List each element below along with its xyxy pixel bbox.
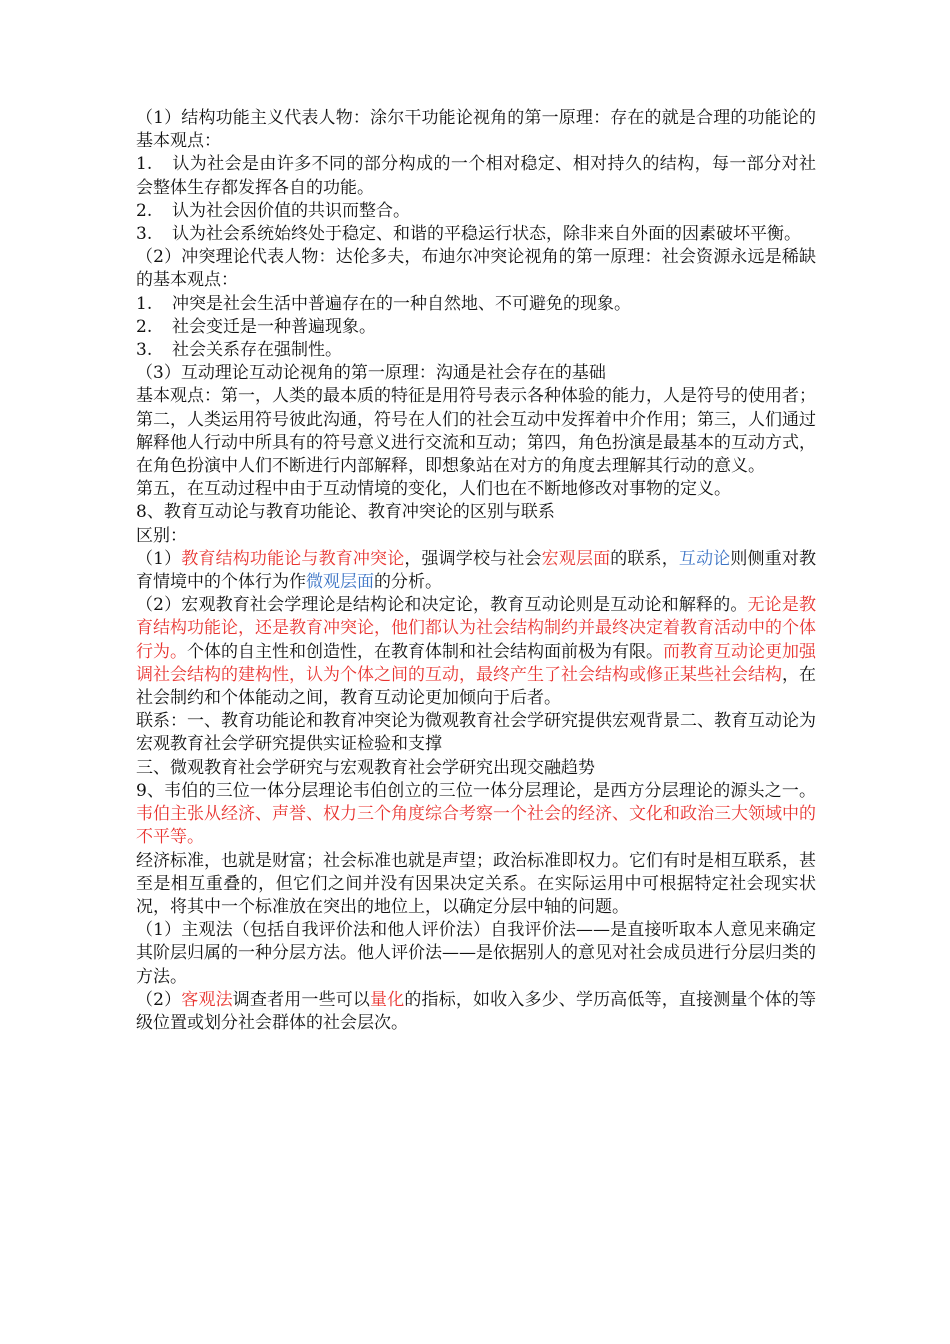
- section-9-intro: [136, 780, 816, 850]
- list-number: 2.: [136, 316, 153, 337]
- section-8-heading: 8、教育互动论与教育功能论、教育冲突论的区别与联系: [136, 502, 555, 523]
- difference-label: 区别：: [136, 525, 187, 546]
- highlight-blue: 微观层面: [306, 572, 374, 593]
- list-text: 冲突是社会生活中普遍存在的一种自然地、不可避免的现象。: [172, 293, 631, 314]
- list-item: [136, 316, 816, 339]
- text-run: 调查者用一些可以: [232, 989, 371, 1010]
- highlight-red: 宏观层面: [541, 548, 611, 569]
- text-run: 则侧重对教育情境中的个体行为作: [136, 548, 817, 593]
- text-run: （2）: [136, 989, 182, 1010]
- difference-point-1: [136, 548, 816, 594]
- highlight-red: 韦伯主张从经济、声誉、权力三个角度综合考察一个社会的经济、文化和政治三大领域中的不平等。: [136, 804, 816, 848]
- list-text: 认为社会是由许多不同的部分构成的一个相对稳定、相对持久的结构，每一部分对社会整体生存都发挥各自的功能。: [136, 154, 816, 198]
- method-1: （1）主观法（包括自我评价法和他人评价法）自我评价法——是直接听取本人意见来确定其阶层归属的一种分层方法。他人评价法——是依据别人的意见对社会成员进行分层归类的方法。: [136, 920, 816, 987]
- text-run: ，强调学校与社会: [404, 548, 542, 569]
- section-1-title: （1）结构功能主义代表人物：涂尔干功能论视角的第一原理：存在的就是合理的功能论的基本观点：: [136, 108, 816, 152]
- list-number: 1.: [136, 154, 153, 175]
- highlight-red: 而教育互动论更加强调社会结构的建构性，认为个体之间的互动，最终产生了社会结构或修正某些社会结构: [136, 641, 816, 685]
- text-run: 的分析。: [374, 572, 442, 593]
- list-number: 3.: [136, 340, 153, 361]
- list-item: [136, 223, 816, 246]
- difference-point-2: [136, 594, 816, 710]
- text-run: 的联系，: [610, 548, 679, 569]
- connection-point-3: 三、微观教育社会学研究与宏观教育社会学研究出现交融趋势: [136, 757, 595, 778]
- text-run: 的指标，如收入多少、学历高低等，直接测量个体的等级位置或划分社会群体的社会层次。: [136, 989, 817, 1033]
- section-2-title: （2）冲突理论代表人物：达伦多夫，布迪尔冲突论视角的第一原理：社会资源永远是稀缺的基本观点：: [136, 247, 816, 291]
- text-run: （1）: [136, 548, 182, 569]
- section-3-title: （3）互动理论互动论视角的第一原理：沟通是社会存在的基础: [136, 363, 606, 384]
- section-3-body: 基本观点：第一，人类的最本质的特征是用符号表示各种体验的能力，人是符号的使用者；第二，人类运用符号彼此沟通，符号在人们的社会互动中发挥着中介作用；第三，人们通过解释他人行动中所具有的符号意义进行交流和互动；第四，角色扮演是最基本的互动方式，在角色扮演中人们不断进行内部解释，即想象站在对方的角度去理解其行动的意义。: [136, 386, 816, 477]
- text-run: ，在社会制约和个体能动之间，教育互动论更加倾向于后者。: [136, 664, 816, 709]
- list-item: [136, 339, 816, 362]
- text-run: 个体的自主性和创造性，在教育体制和社会结构面前极为有限。: [187, 641, 663, 662]
- document-body: [136, 107, 816, 1035]
- highlight-red: 客观法: [181, 989, 233, 1010]
- list-number: 3.: [136, 224, 153, 245]
- list-text: 认为社会系统始终处于稳定、和谐的平稳运行状态，除非来自外面的因素破坏平衡。: [172, 224, 801, 245]
- list-text: 认为社会因价值的共识而整合。: [172, 200, 410, 221]
- highlight-blue: 互动论: [678, 548, 731, 569]
- list-item: [136, 153, 816, 199]
- list-number: 1.: [136, 293, 153, 314]
- method-2: [136, 989, 816, 1035]
- connection-paragraph: 联系：一、教育功能论和教育冲突论为微观教育社会学研究提供宏观背景二、教育互动论为宏观教育社会学研究提供实证检验和支撑: [136, 711, 816, 755]
- list-text: 社会关系存在强制性。: [172, 340, 342, 361]
- list-number: 2.: [136, 200, 153, 221]
- highlight-red: 教育结构功能论与教育冲突论: [181, 548, 405, 569]
- highlight-red: 量化: [370, 989, 405, 1010]
- list-text: 社会变迁是一种普遍现象。: [172, 316, 376, 337]
- list-item: [136, 293, 816, 316]
- section-9-body: 经济标准，也就是财富；社会标准也就是声望；政治标准即权力。它们有时是相互联系，甚至是相互重叠的，但它们之间并没有因果决定关系。在实际运用中可根据特定社会现实状况，将其中一个标准放在突出的地位上，以确定分层中轴的问题。: [136, 850, 816, 917]
- section-3-fifth-point: 第五，在互动过程中由于互动情境的变化，人们也在不断地修改对事物的定义。: [136, 479, 731, 500]
- text-run: 9、韦伯的三位一体分层理论韦伯创立的三位一体分层理论，是西方分层理论的源头之一。: [136, 780, 816, 801]
- list-item: [136, 200, 816, 223]
- highlight-red: 无论是教育结构功能论，还是教育冲突论，他们都认为社会结构制约并最终决定着教育活动中的个体行为。: [136, 595, 816, 662]
- text-run: （2）宏观教育社会学理论是结构论和决定论，教育互动论则是互动论和解释的。: [136, 595, 748, 616]
